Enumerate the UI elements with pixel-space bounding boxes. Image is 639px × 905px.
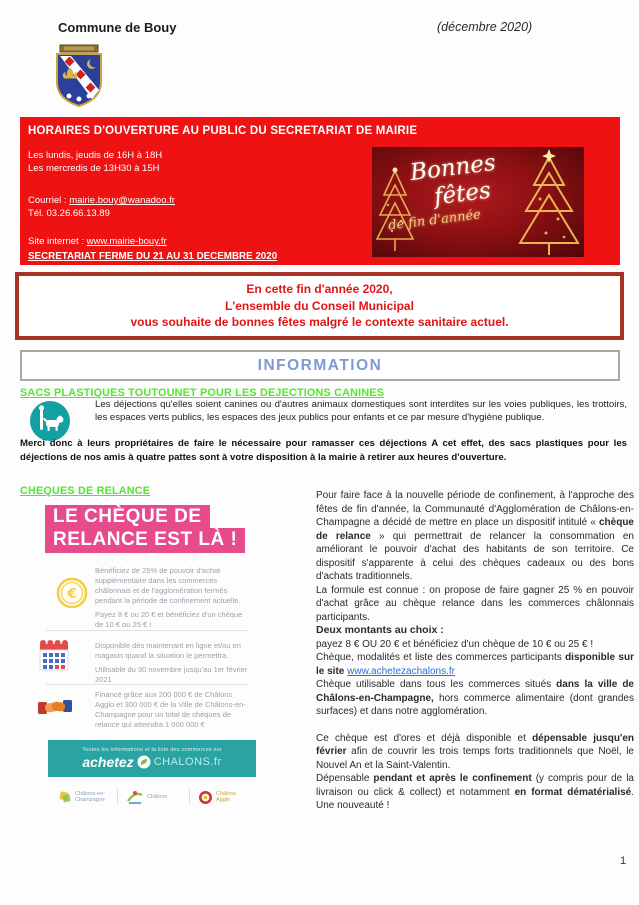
article-paragraph: Dépensable pendant et après le confinement (y compris pour de la livraison ou click & collect) et notamment en format dématérialisé. Une nouveauté ! bbox=[316, 773, 634, 811]
divider bbox=[117, 789, 118, 805]
logo-label: Châlons bbox=[147, 794, 168, 800]
greeting-card-text: de fin d'année bbox=[387, 207, 482, 234]
divider bbox=[46, 684, 248, 685]
opening-hours-line: Les lundis, jeudis de 16H à 18H bbox=[28, 150, 163, 161]
mairie-hours-title: HORAIRES D'OUVERTURE AU PUBLIC DU SECRETARIAT DE MAIRIE bbox=[28, 125, 418, 137]
dog-waste-bold-paragraph: Merci donc à leurs propriétaires de faire le nécessaire pour ramasser ces déjections A cet effet, des sacs plastiques pour les déjections de nos amis à quatre pattes sont à votre disposition à la mairie à retirer aux heures d'ouverture. bbox=[20, 438, 627, 463]
greeting-card-text: fêtes bbox=[432, 177, 493, 211]
christmas-tree-icon bbox=[516, 149, 582, 257]
season-greetings-image bbox=[372, 147, 584, 257]
infographic-text: Utilisable du 30 novembre jusqu'au 1er février 2021 bbox=[95, 665, 248, 684]
divider bbox=[189, 789, 190, 805]
email-line bbox=[28, 195, 175, 206]
euro-coin-icon bbox=[56, 577, 88, 609]
logo-chalons-ville bbox=[58, 790, 109, 804]
website-link[interactable]: www.mairie-bouy.fr bbox=[86, 236, 167, 247]
infographic-item-benefit bbox=[95, 566, 251, 630]
logo-chalons-agglo bbox=[198, 790, 250, 805]
commune-coat-of-arms-icon bbox=[52, 44, 106, 108]
cheque-banner-line: LE CHÈQUE DE bbox=[45, 505, 210, 530]
greeting-line: L'ensemble du Conseil Municipal bbox=[225, 298, 414, 313]
achetez-brand: achetez bbox=[82, 754, 134, 770]
information-section-header bbox=[20, 350, 620, 381]
greeting-line: En cette fin d'année 2020, bbox=[246, 282, 393, 297]
closure-notice: SECRETARIAT FERME DU 21 AU 31 DECEMBRE 2020 bbox=[28, 251, 278, 262]
achetez-a-chalons-banner[interactable] bbox=[48, 740, 256, 777]
article-paragraph: Ce chèque est d'ores et déjà disponible et dépensable jusqu'en février afin de couvrir les trois temps forts traditionnels que Noël, le Nouvel An et la Saint-Valentin. bbox=[316, 732, 634, 771]
infographic-item-funding bbox=[95, 690, 251, 730]
greeting-line: vous souhaite de bonnes fêtes malgré le contexte sanitaire actuel. bbox=[130, 315, 509, 330]
infographic-text: Bénéficiez de 25% de pouvoir d'achat supplémentaire dans les commerces châlonnais et de l'agglomération fermés pendant la période de confinement actuelle. bbox=[95, 566, 241, 605]
article-paragraph: payez 8 € OU 20 € et bénéficiez d'un chèque de 10 € ou 25 € ! bbox=[316, 638, 594, 650]
article-paragraph: Chèque, modalités et liste des commerces participants disponible sur le site www.achetezachalons.fr bbox=[316, 652, 634, 677]
mairie-hours-box bbox=[20, 117, 620, 265]
opening-hours-line: Les mercredis de 13H30 à 15H bbox=[28, 163, 160, 174]
page-number: 1 bbox=[620, 855, 627, 867]
handshake-icon bbox=[38, 695, 72, 721]
article-paragraph: Pour faire face à la nouvelle période de confinement, à l'approche des fêtes de fin d'année, la Communauté d'Agglomération de Châlons-en-Champagne a décidé de mettre en place un dispositif intitulé « chèque de relance » qui permettrait de relancer la consommation en améliorant le pouvoir d'achat des habitants de son territoire. Ce dispositif s'apparente à celui des chèques cadeaux ou des bons d'achats traditionnels. bbox=[316, 490, 634, 582]
article-subheading: Deux montants au choix : bbox=[316, 624, 444, 636]
website-label: Site internet : bbox=[28, 236, 87, 247]
page-title: Commune de Bouy bbox=[58, 20, 177, 35]
logo-label: Châlons Agglo bbox=[216, 791, 237, 803]
dog-waste-icon bbox=[29, 400, 71, 442]
website-line bbox=[28, 236, 167, 247]
cheque-article bbox=[316, 489, 634, 813]
partner-logos bbox=[58, 785, 258, 809]
chalons-agglo-logo-icon bbox=[198, 790, 213, 805]
phone-line: Tél. 03.26.66.13.89 bbox=[28, 208, 110, 219]
chalons-ville-logo-icon bbox=[58, 790, 72, 804]
chalons-bubble-icon bbox=[137, 755, 151, 769]
article-paragraph: Chèque utilisable dans tous les commerces situés dans la ville de Châlons-en-Champagne, hors commerce alimentaire (dont grandes surfaces) et dans notre agglomération. bbox=[316, 679, 634, 717]
infographic-text: Disponible dès maintenant en ligne et/ou en magasin quand la situation le permettra. bbox=[95, 641, 241, 660]
cheque-banner-line: RELANCE EST LÀ ! bbox=[45, 528, 245, 553]
calendar-icon bbox=[38, 638, 70, 672]
divider bbox=[46, 630, 248, 631]
cheque-relance-heading: CHEQUES DE RELANCE bbox=[20, 485, 151, 497]
christmas-tree-icon bbox=[374, 165, 416, 257]
dog-waste-heading: SACS PLASTIQUES TOUTOUNET POUR LES DEJECTIONS CANINES bbox=[20, 387, 385, 399]
email-link[interactable]: mairie.bouy@wanadoo.fr bbox=[69, 195, 175, 206]
logo-label: Châlons-en-Champagne bbox=[75, 791, 105, 803]
information-title: INFORMATION bbox=[257, 356, 383, 374]
banner-caption: Toutes les informations et la liste des commerces sur bbox=[82, 747, 222, 753]
dog-waste-paragraph: Les déjections qu'elles soient canines ou d'autres animaux domestiques sont interdites sur les voies publiques, les trottoirs, les espaces verts publics, les espaces des jeux publics pour enfants et ce par mesure d'hygiène publique. bbox=[95, 399, 627, 423]
greeting-card-text: Bonnes bbox=[408, 149, 498, 187]
issue-date: (décembre 2020) bbox=[437, 20, 533, 34]
chalons-fr-brand: CHALONS.fr bbox=[153, 756, 222, 768]
infographic-item-availability bbox=[95, 641, 251, 685]
email-label: Courriel : bbox=[28, 195, 70, 206]
article-paragraph: La formule est connue : on propose de faire gagner 25 % en pouvoir d'achat grâce au chèque relance dans les commerces châlonnais participants. bbox=[316, 584, 634, 623]
chalons-city-logo-icon bbox=[126, 789, 144, 805]
svg-text:€: € bbox=[67, 587, 77, 602]
logo-chalons-city bbox=[126, 789, 181, 805]
infographic-text: Payez 8 € ou 20 € et bénéficiez d'un chèque de 10 € ou 25 € ! bbox=[95, 610, 243, 629]
inline-link[interactable]: www.achetezachalons.fr bbox=[347, 665, 455, 677]
infographic-text: Financé grâce aux 200 000 € de Châlons Agglo et 300 000 € de la Ville de Châlons-en-Champagne pour un total de chèques de relance qui atteindra 1 000 000 € bbox=[95, 690, 246, 729]
council-greeting-box bbox=[15, 272, 624, 340]
